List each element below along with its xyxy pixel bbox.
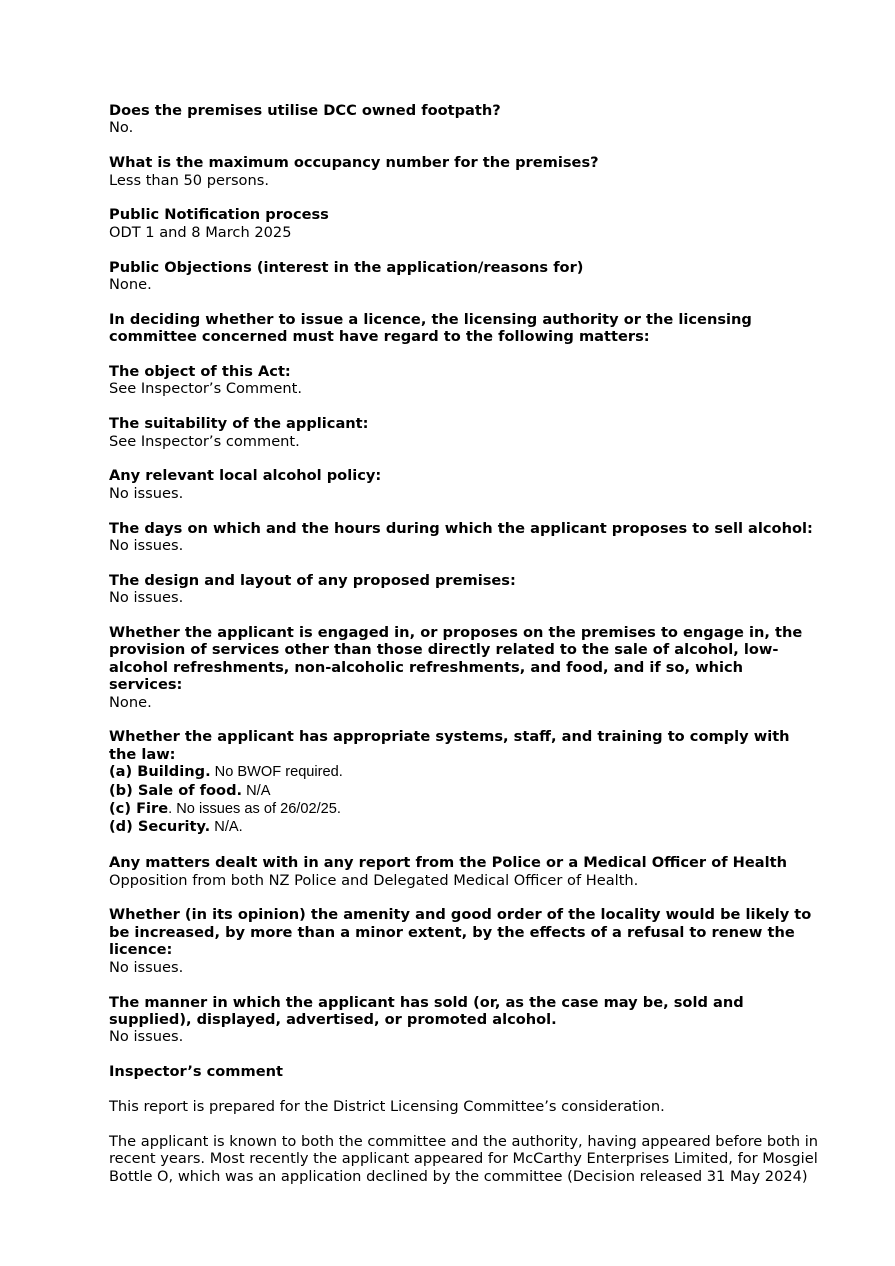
law-item-label: (c) Fire xyxy=(109,800,169,818)
answer-text: No issues. xyxy=(109,589,184,607)
law-item-value: N/A. xyxy=(210,819,243,836)
amenity-good-order-section xyxy=(109,906,819,976)
law-item-label: (a) Building. xyxy=(109,763,211,781)
answer-text: No issues. xyxy=(109,484,184,502)
law-item-label: (d) Security. xyxy=(109,818,211,836)
question-heading: Public Notification process xyxy=(109,206,329,224)
question-heading: Any relevant local alcohol policy: xyxy=(109,467,382,485)
inspector-comment-heading-block xyxy=(109,1063,819,1080)
answer-text: See Inspector’s comment. xyxy=(109,432,300,450)
law-item-fire xyxy=(109,800,819,818)
question-heading: The suitability of the applicant: xyxy=(109,415,369,433)
law-item-label: (b) Sale of food. xyxy=(109,781,243,799)
answer-text: No issues. xyxy=(109,958,184,976)
answer-text: Less than 50 persons. xyxy=(109,171,269,189)
systems-staff-training-section xyxy=(109,728,819,836)
law-item-building xyxy=(109,763,819,781)
answer-text: ODT 1 and 8 March 2025 xyxy=(109,223,292,241)
days-hours-section xyxy=(109,520,819,555)
question-heading: Whether (in its opinion) the amenity and good order of the locality would be likely to be increased, by more than a minor extent, by the effects of a refusal to renew the licence: xyxy=(109,906,812,959)
manner-of-sale-section xyxy=(109,994,819,1046)
question-heading: The design and layout of any proposed premises: xyxy=(109,571,516,589)
question-heading: What is the maximum occupancy number for the premises? xyxy=(109,154,599,172)
question-heading: Public Objections (interest in the application/reasons for) xyxy=(109,258,584,276)
question-heading: The object of this Act: xyxy=(109,363,291,381)
law-item-security xyxy=(109,818,819,836)
answer-text: None. xyxy=(109,693,152,711)
answer-text: No issues. xyxy=(109,1028,184,1046)
law-item-value: N/A xyxy=(242,782,271,799)
suitability-section xyxy=(109,415,819,450)
object-of-act-section xyxy=(109,363,819,398)
law-item-food xyxy=(109,782,819,800)
report-content xyxy=(109,102,819,1202)
law-item-value: . No issues as of 26/02/25. xyxy=(168,801,341,818)
inspector-paragraph: The applicant is known to both the committee and the authority, having appeared before both in recent years. Most recently the applicant appeared for McCarthy Enterprises Limited, for Mosgiel Bottle O, which was an application declined by the committee (Decision released 31 May 2024) xyxy=(109,1132,819,1185)
inspector-paragraph: This report is prepared for the District Licensing Committee’s consideration. xyxy=(109,1097,665,1115)
occupancy-section xyxy=(109,154,819,189)
answer-text: None. xyxy=(109,276,152,294)
question-heading: Whether the applicant has appropriate systems, staff, and training to comply with the law: xyxy=(109,728,790,763)
answer-text: Opposition from both NZ Police and Delegated Medical Officer of Health. xyxy=(109,871,639,889)
answer-text: No issues. xyxy=(109,537,184,555)
answer-text: See Inspector’s Comment. xyxy=(109,380,302,398)
law-item-value: No BWOF required. xyxy=(210,764,343,781)
question-heading: Whether the applicant is engaged in, or proposes on the premises to engage in, the provision of services other than those directly related to the sale of alcohol, low-alcohol refreshments, non-alcoholic refreshments, and food, and if so, which services: xyxy=(109,624,803,694)
matters-intro-section xyxy=(109,311,819,346)
public-objections-section xyxy=(109,259,819,294)
public-notification-section xyxy=(109,206,819,241)
answer-text: No. xyxy=(109,119,134,137)
question-heading: Does the premises utilise DCC owned footpath? xyxy=(109,102,501,119)
question-heading: The days on which and the hours during which the applicant proposes to sell alcohol: xyxy=(109,519,813,537)
other-services-section xyxy=(109,624,819,711)
design-layout-section xyxy=(109,572,819,607)
question-heading: The manner in which the applicant has sold (or, as the case may be, sold and supplied), displayed, advertised, or promoted alcohol. xyxy=(109,993,744,1028)
question-heading: Any matters dealt with in any report from the Police or a Medical Officer of Health xyxy=(109,854,787,872)
question-heading: In deciding whether to issue a licence, the licensing authority or the licensing committee concerned must have regard to the following matters: xyxy=(109,310,752,346)
local-alcohol-policy-section xyxy=(109,467,819,502)
footpath-section xyxy=(109,102,819,137)
inspector-comment-heading: Inspector’s comment xyxy=(109,1063,283,1081)
police-moh-section xyxy=(109,854,819,889)
